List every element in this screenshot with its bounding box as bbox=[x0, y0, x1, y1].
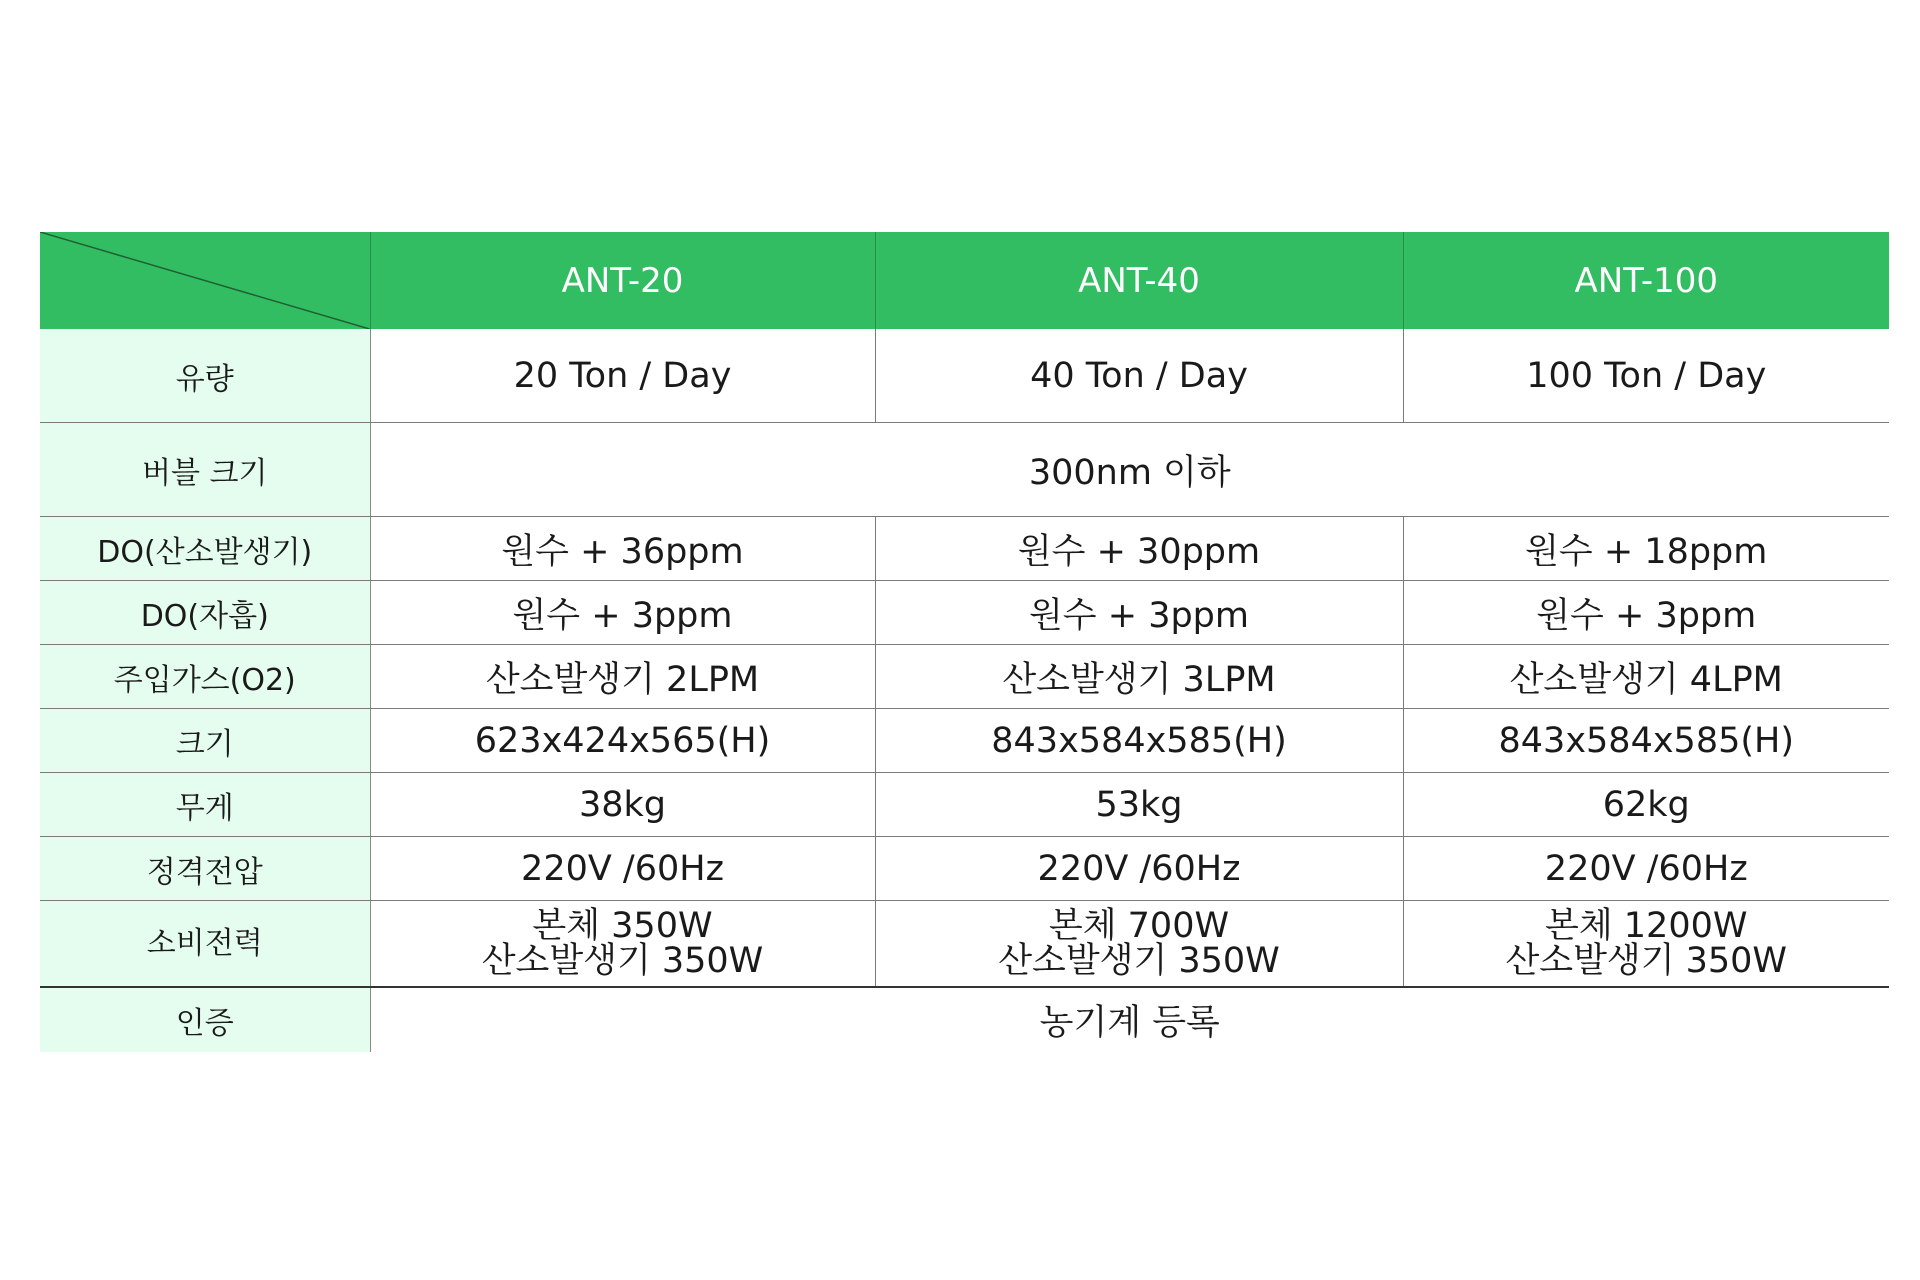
cell-value bbox=[875, 901, 1403, 988]
power-oxygen: 산소발생기 350W bbox=[481, 940, 764, 981]
cell-value: 원수 + 3ppm bbox=[1403, 581, 1889, 645]
cell-value: 220V /60Hz bbox=[370, 837, 875, 901]
row-label: 유량 bbox=[40, 329, 370, 423]
row-do-suction bbox=[40, 581, 1889, 645]
power-main: 본체 350W bbox=[532, 905, 713, 946]
row-label: DO(자흡) bbox=[40, 581, 370, 645]
row-label: 무게 bbox=[40, 773, 370, 837]
cell-value: 산소발생기 2LPM bbox=[370, 645, 875, 709]
cell-value: 300nm 이하 bbox=[370, 423, 1889, 517]
row-label: DO(산소발생기) bbox=[40, 517, 370, 581]
row-gas bbox=[40, 645, 1889, 709]
cell-value: 원수 + 3ppm bbox=[875, 581, 1403, 645]
power-oxygen: 산소발생기 350W bbox=[998, 940, 1280, 981]
cell-value: 62kg bbox=[1403, 773, 1889, 837]
cell-value: 100 Ton / Day bbox=[1403, 329, 1889, 423]
row-label: 인증 bbox=[40, 987, 370, 1052]
cell-value: 220V /60Hz bbox=[1403, 837, 1889, 901]
cell-value: 산소발생기 4LPM bbox=[1403, 645, 1889, 709]
row-weight bbox=[40, 773, 1889, 837]
power-oxygen: 산소발생기 350W bbox=[1505, 940, 1788, 981]
model-ant-20: ANT-20 bbox=[370, 232, 875, 329]
cell-value: 20 Ton / Day bbox=[370, 329, 875, 423]
cell-value: 농기계 등록 bbox=[1039, 1003, 1220, 1043]
cell-value: 원수 + 36ppm bbox=[370, 517, 875, 581]
cell-value: 원수 + 3ppm bbox=[370, 581, 875, 645]
cell-value: 40 Ton / Day bbox=[875, 329, 1403, 423]
power-main: 본체 700W bbox=[1048, 905, 1230, 946]
row-bubble bbox=[40, 423, 1889, 517]
row-flow bbox=[40, 329, 1889, 423]
row-power bbox=[40, 901, 1889, 988]
power-main: 본체 1200W bbox=[1545, 905, 1748, 946]
row-do-oxygen bbox=[40, 517, 1889, 581]
cell-value bbox=[370, 901, 875, 988]
cell-value: 53kg bbox=[875, 773, 1403, 837]
row-label: 소비전력 bbox=[40, 901, 370, 988]
spec-table bbox=[40, 232, 1889, 1052]
cell-value: 원수 + 30ppm bbox=[875, 517, 1403, 581]
row-label: 정격전압 bbox=[40, 837, 370, 901]
header-row bbox=[40, 232, 1889, 329]
cell-value: 38kg bbox=[370, 773, 875, 837]
cell-value: 산소발생기 3LPM bbox=[875, 645, 1403, 709]
row-label: 버블 크기 bbox=[40, 423, 370, 517]
row-label: 주입가스(O2) bbox=[40, 645, 370, 709]
row-label: 크기 bbox=[40, 709, 370, 773]
model-ant-40: ANT-40 bbox=[875, 232, 1403, 329]
cell-value: 843x584x585(H) bbox=[1403, 709, 1889, 773]
row-cert bbox=[40, 987, 1889, 1052]
corner-cell bbox=[40, 232, 370, 329]
cell-value: 623x424x565(H) bbox=[370, 709, 875, 773]
cell-value: 220V /60Hz bbox=[875, 837, 1403, 901]
model-ant-100: ANT-100 bbox=[1403, 232, 1889, 329]
row-size bbox=[40, 709, 1889, 773]
cell-value: 843x584x585(H) bbox=[875, 709, 1403, 773]
cell-value bbox=[1403, 901, 1889, 988]
row-voltage bbox=[40, 837, 1889, 901]
diagonal-line bbox=[40, 232, 370, 329]
cell-value: 원수 + 18ppm bbox=[1403, 517, 1889, 581]
